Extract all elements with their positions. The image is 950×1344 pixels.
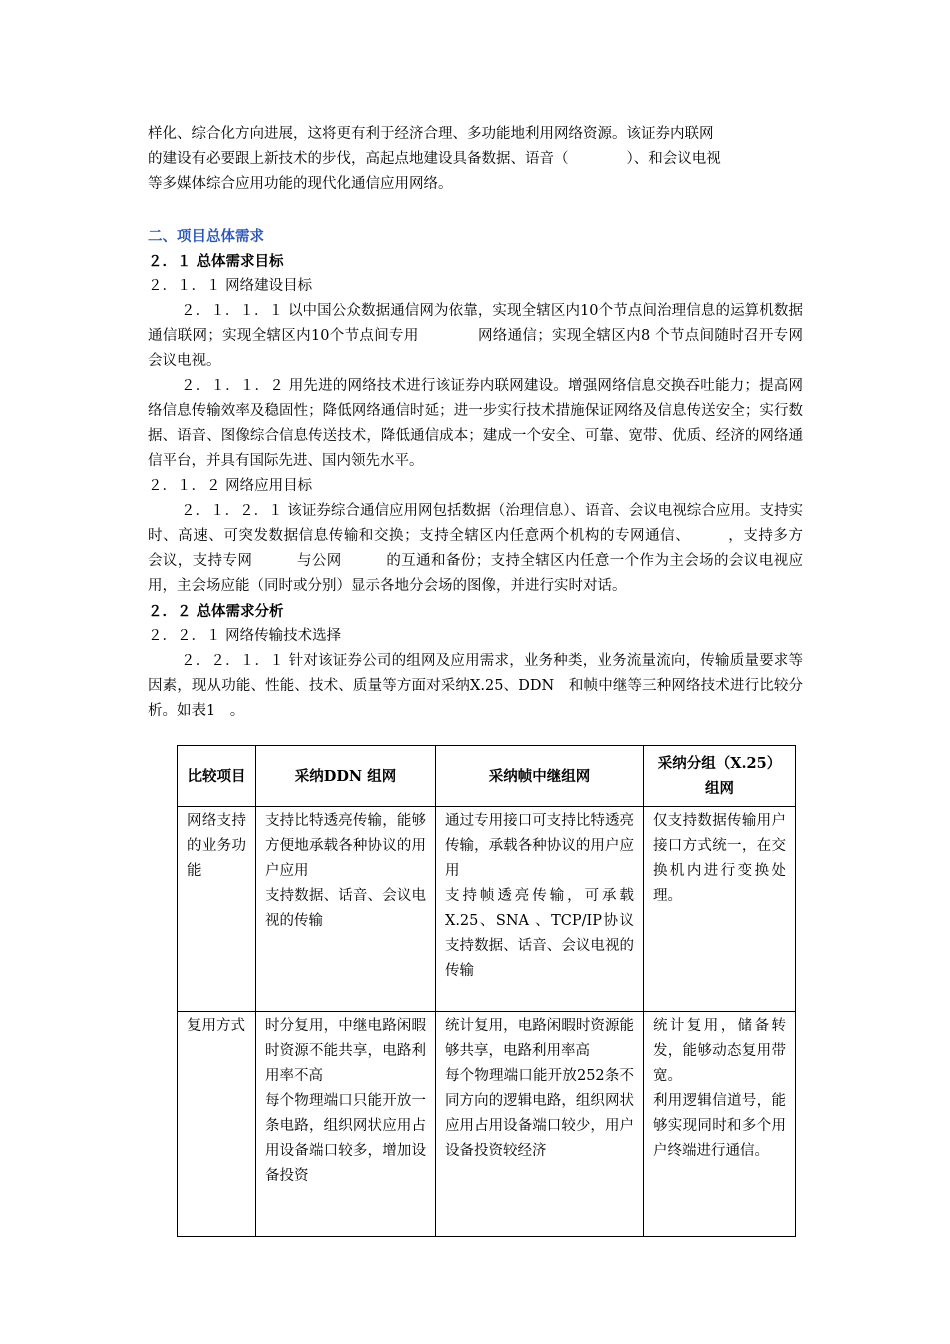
header-ddn: 采纳DDN 组网	[256, 746, 436, 807]
comparison-table	[177, 745, 796, 1237]
cell-x25	[644, 1012, 796, 1237]
paragraph-2-1-1-1: ２．１．１．１ 以中国公众数据通信网为依靠，实现全辖区内10个节点间治理信息的运算机数据通信联网；实现全辖区内10个节点间专用 网络通信；实现全辖区内8 个节点间随时召开专网会议电视。	[148, 303, 803, 369]
intro-line-3: 等多媒体综合应用功能的现代化通信应用网络。	[148, 176, 453, 192]
cell-ddn	[256, 1012, 436, 1237]
cell-text: 支持比特透亮传输，能够方便地承载各种协议的用户应用	[265, 813, 426, 879]
cell-frame-relay	[436, 807, 644, 1012]
heading-2-1: ２．１ 总体需求目标	[148, 253, 284, 270]
heading-2-2-1: ２．２．１ 网络传输技术选择	[148, 628, 342, 644]
cell-text: 支持数据、话音、会议电视的传输	[265, 888, 426, 929]
heading-2-1-1: ２．１．１ 网络建设目标	[148, 278, 313, 294]
table-header-row	[178, 746, 796, 807]
table-row	[178, 807, 796, 1012]
cell-ddn	[256, 807, 436, 1012]
document-body	[148, 122, 847, 724]
row-item-label: 复用方式	[178, 1012, 256, 1237]
cell-text: 统计复用，电路闲暇时资源能够共享，电路利用率高	[445, 1018, 634, 1059]
header-x25: 采纳分组（X.25）组网	[644, 746, 796, 807]
intro-line-2: 的建设有必要跟上新技术的步伐，高起点地建设具备数据、语音（ ）、和会议电视	[148, 151, 721, 167]
cell-text: 时分复用，中继电路闲暇时资源不能共享，电路利用率不高	[265, 1018, 426, 1084]
table-row	[178, 1012, 796, 1237]
cell-frame-relay	[436, 1012, 644, 1237]
paragraph-2-1-1-2: ２．１．１．２ 用先进的网络技术进行该证券内联网建设。增强网络信息交换吞吐能力；提高网络信息传输效率及稳固性；降低网络通信时延；进一步实行技术措施保证网络及信息传送安全；实行数据、语音、图像综合信息传送技术，降低通信成本；建成一个安全、可靠、宽带、优质、经济的网络通信平台，并具有国际先进、国内领先水平。	[148, 378, 803, 469]
cell-text: 通过专用接口可支持比特透亮传输，承载各种协议的用户应用	[445, 813, 634, 879]
row-item-label: 网络支持的业务功能	[178, 807, 256, 1012]
cell-text: 仅支持数据传输用户接口方式统一，在交换机内进行变换处理。	[653, 813, 786, 904]
intro-line-1: 样化、综合化方向进展，这将更有利于经济合理、多功能地利用网络资源。该证券内联网	[148, 126, 714, 142]
cell-text: 每个物理端口能开放252条不同方向的逻辑电路，组织网状应用占用设备端口较少，用户设备投资较经济	[445, 1068, 634, 1159]
heading-2-1-2: ２．１．２ 网络应用目标	[148, 478, 313, 494]
paragraph-2-2-1-1: ２．２．１．１ 针对该证券公司的组网及应用需求，业务种类，业务流量流向，传输质量要求等因素，现从功能、性能、技术、质量等方面对采纳X.25、DDN 和帧中继等三种网络技术进行比较分析。如表1 。	[148, 653, 803, 719]
cell-text: 利用逻辑信道号，能够实现同时和多个用户终端进行通信。	[653, 1093, 786, 1159]
cell-text: 支持帧透亮传输，可承载X.25、SNA 、TCP/IP协议支持数据、话音、会议电视的传输	[445, 888, 634, 979]
header-frame-relay: 采纳帧中继组网	[436, 746, 644, 807]
section-title: 二、项目总体需求	[148, 228, 264, 245]
paragraph-gap	[148, 197, 803, 224]
cell-x25	[644, 807, 796, 1012]
heading-2-2: ２．２ 总体需求分析	[148, 603, 284, 620]
cell-text: 每个物理端口只能开放一条电路，组织网状应用占用设备端口较多，增加设备投资	[265, 1093, 426, 1184]
paragraph-2-1-2-1: ２．１．２．１ 该证券综合通信应用网包括数据（治理信息）、语音、会议电视综合应用。支持实时、高速、可突发数据信息传输和交换；支持全辖区内任意两个机构的专网通信、 ，支持多方 会议，支持专网 与公网 的互通和备份；支持全辖区内任意一个作为主会场的会议电视应用，主会场应能（同时或分别）显示各地分会场的图像，并进行实时对话。	[148, 503, 847, 594]
cell-text: 统计复用，储备转发，能够动态复用带宽。	[653, 1018, 786, 1084]
header-compare-item: 比较项目	[178, 746, 256, 807]
